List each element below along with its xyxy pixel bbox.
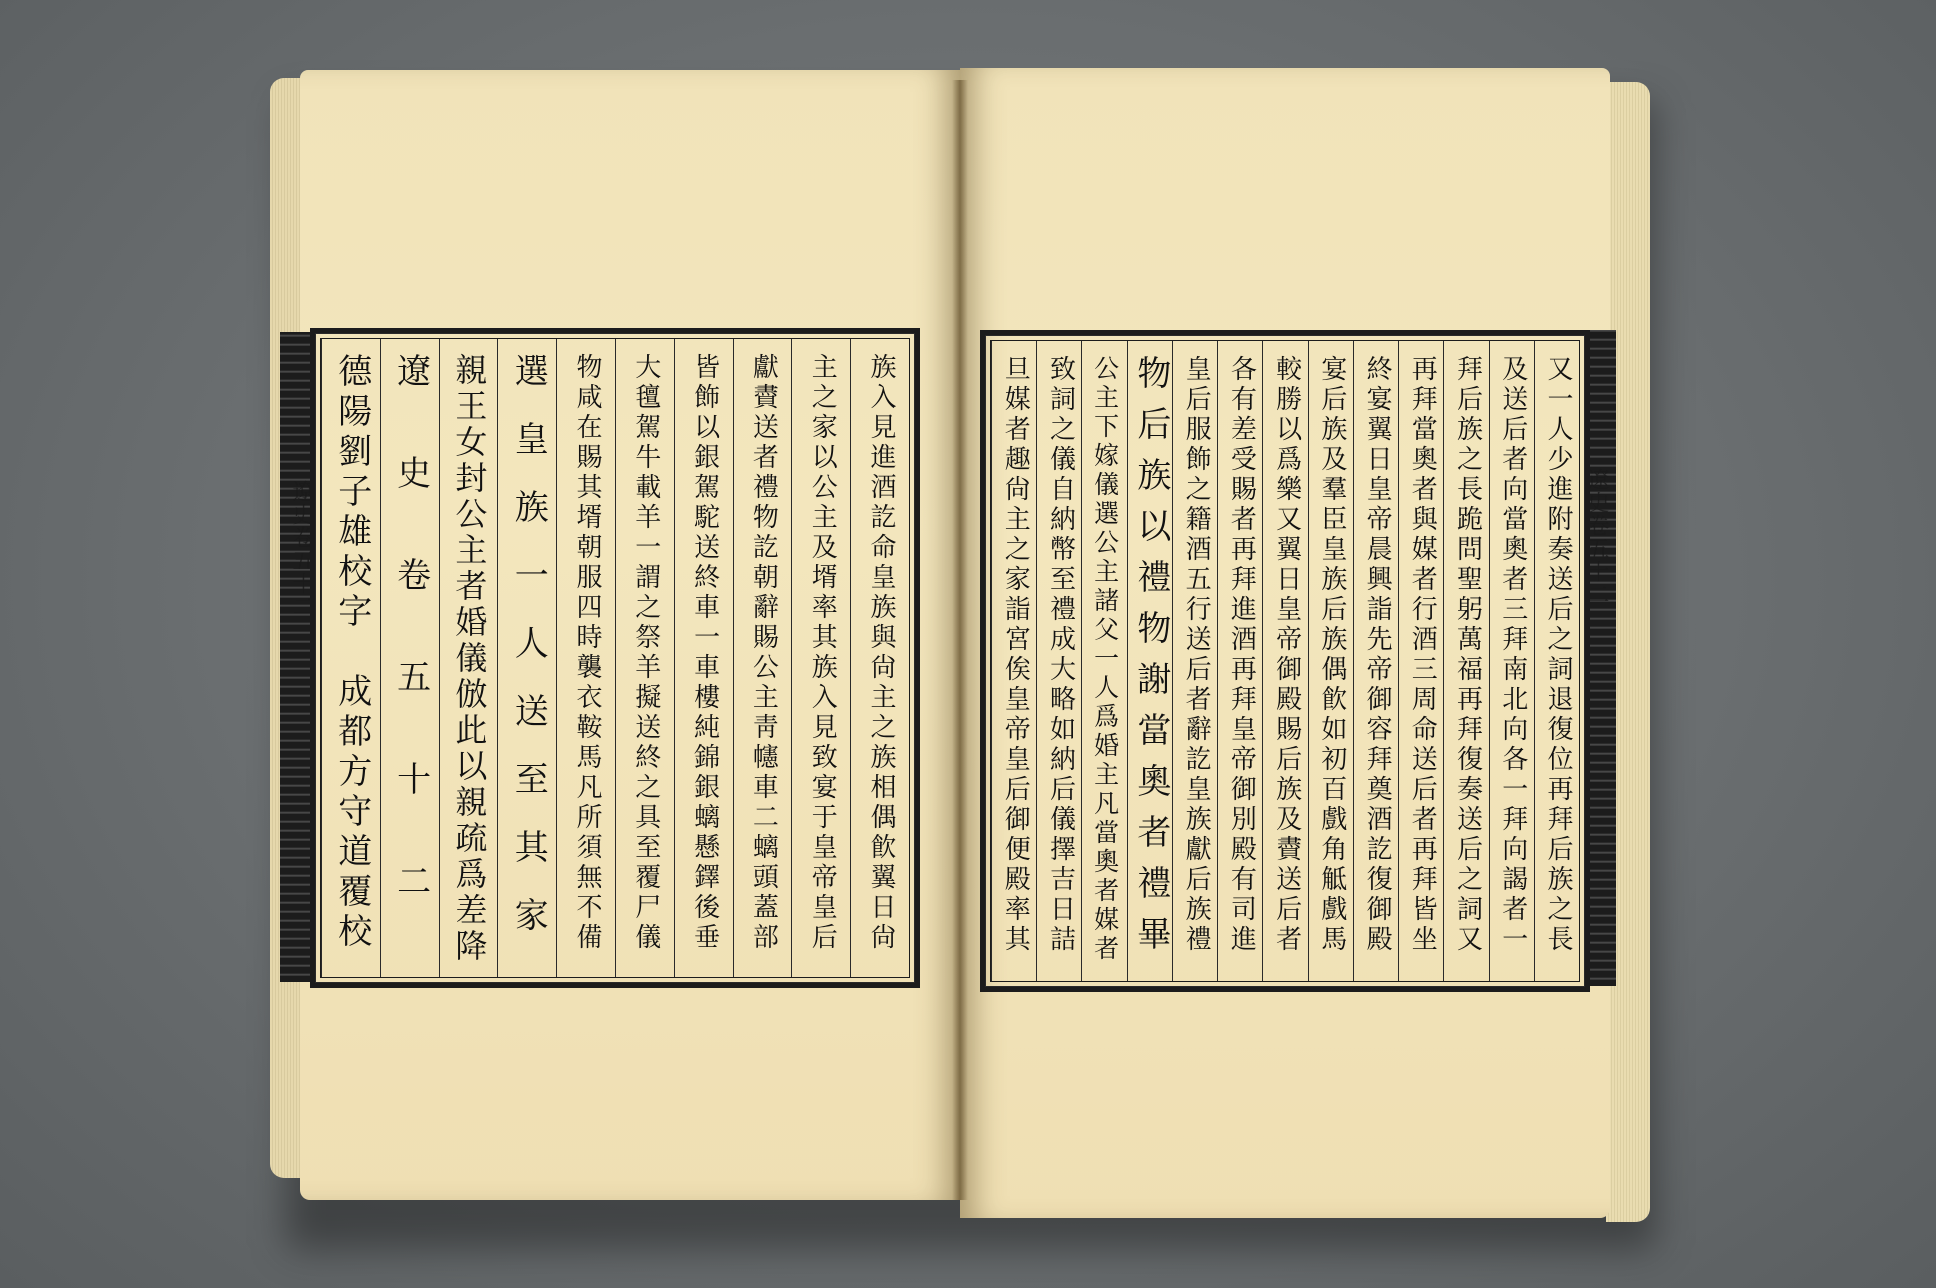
text-column [380, 339, 440, 977]
text-column [1127, 341, 1173, 981]
column-text: 族入見進酒訖命皇族與尙主之族相偶飮翼日尙 [865, 353, 896, 953]
column-text: 公主下嫁儀選公主諸父一人爲婚主凡當奧者媒者 [1090, 355, 1120, 964]
right-columns [991, 341, 1579, 981]
right-edge-title: 遼史卷五十二 [1584, 468, 1609, 606]
right-text-frame [980, 330, 1590, 992]
text-column [615, 339, 675, 977]
left-page [289, 70, 960, 1200]
text-column [991, 341, 1037, 981]
right-page [960, 68, 1610, 1218]
column-text: 終宴翼日皇帝晨興詣先帝御容拜奠酒訖復御殿 [1362, 355, 1393, 955]
column-text: 旦媒者趣尙主之家詣宮俟皇帝皇后御便殿率其 [1000, 355, 1031, 955]
text-column [1081, 341, 1127, 981]
column-text: 各有差受賜者再拜進酒再拜皇帝御別殿有司進 [1226, 355, 1257, 955]
text-column [1443, 341, 1489, 981]
book-gutter [952, 80, 968, 1200]
text-column [1489, 341, 1535, 981]
column-text: 皇后服飾之籍酒五行送后者辭訖皇族獻后族禮 [1181, 355, 1212, 955]
column-text: 選皇族一人送至其家 [508, 353, 549, 965]
column-text: 皆飾以銀駕駝送終車一車樓純錦銀螭懸鐸後垂 [689, 353, 720, 953]
column-text: 又一人少進附奏送后之詞退復位再拜后族之長 [1542, 355, 1573, 955]
text-column [1217, 341, 1263, 981]
text-column [1036, 341, 1082, 981]
column-text: 及送后者向當奧者三拜南北向各一拜向謁者一 [1497, 355, 1528, 955]
text-column [791, 339, 851, 977]
column-text: 親王女封公主者婚儀倣此以親疏爲差降 [450, 353, 489, 965]
text-column [674, 339, 734, 977]
text-column [1398, 341, 1444, 981]
text-column [321, 339, 381, 977]
column-text: 獻賮送者禮物訖朝辭賜公主靑幰車二螭頭蓋部 [748, 353, 779, 953]
text-column [850, 339, 910, 977]
column-text: 較勝以爲樂又翼日皇帝御殿賜后族及賮送后者 [1271, 355, 1302, 955]
column-text: 主之家以公主及壻率其族入見致宴于皇帝皇后 [807, 353, 838, 953]
text-column [1172, 341, 1218, 981]
text-column [733, 339, 793, 977]
text-column [439, 339, 499, 977]
left-text-frame [310, 328, 920, 988]
column-text: 宴后族及羣臣皇族后族偶飮如初百戲角觝戲馬 [1316, 355, 1347, 955]
column-text: 再拜當奧者與媒者行酒三周命送后者再拜皆坐 [1407, 355, 1438, 955]
column-text: 大氊駕牛載羊一謂之祭羊擬送終之具至覆尸儀 [630, 353, 661, 953]
column-text: 遼史卷五十二 [390, 353, 431, 965]
text-column [1308, 341, 1354, 981]
text-column [497, 339, 557, 977]
left-edge-title: 遼史卷五十二 [289, 480, 314, 618]
column-text: 德陽劉子雄校字 成都方守道覆校 [331, 353, 372, 953]
column-text: 物咸在賜其壻朝服四時襲衣鞍馬凡所須無不備 [571, 353, 602, 953]
left-columns [321, 339, 909, 977]
column-text: 拜后族之長跪問聖躬萬福再拜復奏送后之詞又 [1452, 355, 1483, 955]
text-column [1262, 341, 1308, 981]
text-column [1534, 341, 1580, 981]
left-fore-edge-band [280, 332, 310, 982]
text-column [1353, 341, 1399, 981]
column-text: 物后族以禮物謝當奧者禮畢 [1130, 355, 1171, 967]
text-column [556, 339, 616, 977]
column-text: 致詞之儀自納幣至禮成大略如納后儀擇吉日詰 [1045, 355, 1076, 955]
open-book [270, 60, 1650, 1230]
